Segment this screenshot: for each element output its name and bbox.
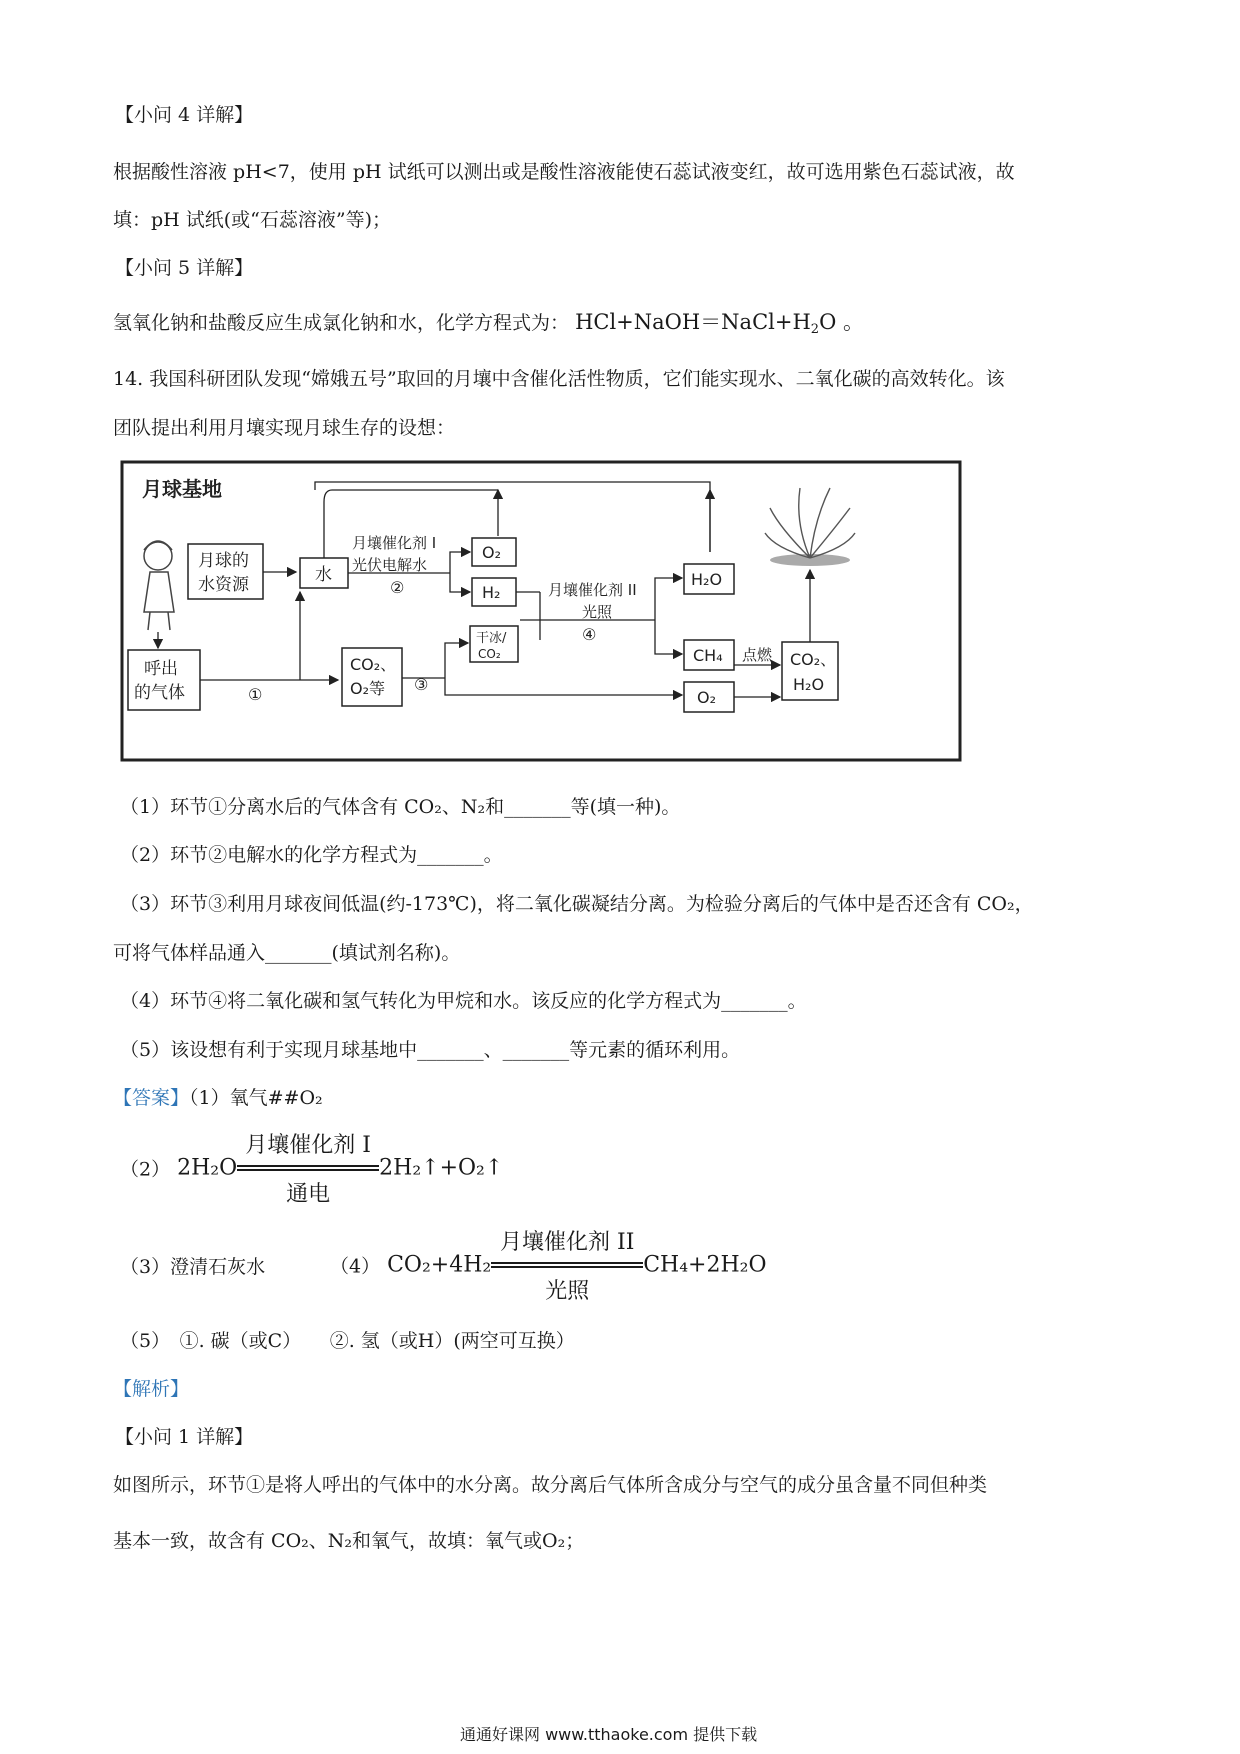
q1-line1: 如图所示，环节①是将人呼出的气体中的水分离。故分离后气体所含成分与空气的成分虽含量不同但种类 xyxy=(113,1474,988,1496)
step1-label: ① xyxy=(248,685,263,704)
sub-question-3-line1: （3）环节③利用月球夜间低温(约-173℃)，将二氧化碳凝结分离。为检验分离后的气体中是否还含有 CO₂， xyxy=(120,893,1034,915)
h2o-label: H₂O xyxy=(691,570,723,589)
step3-label: ③ xyxy=(414,675,429,694)
catalyst1-label-2: 光伏电解水 xyxy=(352,556,428,574)
q14-line2: 团队提出利用月壤实现月球生存的设想： xyxy=(113,417,456,439)
water-resource-label-1: 月球的 xyxy=(198,551,249,571)
answer-2 xyxy=(120,1128,503,1208)
answer-1: （1）氧气##O₂ xyxy=(189,1087,323,1109)
q4-line1: 根据酸性溶液 pH<7，使用 pH 试纸可以测出或是酸性溶液能使石蕊试液变红，故可选用紫色石蕊试液，故 xyxy=(113,161,1015,183)
q5-equation: $HCl+NaOH=NaCl+H_2O$ 。 xyxy=(575,310,864,337)
answer-4-energy: 光照 xyxy=(545,1279,590,1304)
answer-2-energy: 通电 xyxy=(286,1182,331,1207)
sub-question-5: （5）该设想有利于实现月球基地中_______、_______等元素的循环利用。 xyxy=(120,1039,741,1061)
sub-question-4: （4）环节④将二氧化碳和氢气转化为甲烷和水。该反应的化学方程式为_______。 xyxy=(120,990,807,1012)
answer-4-right: CH₄+2H₂O xyxy=(643,1252,767,1278)
co2-o2-label-1: CO₂、 xyxy=(350,655,397,674)
answer-3: （3）澄清石灰水 xyxy=(120,1256,266,1278)
ignite-label: 点燃 xyxy=(742,646,773,664)
sub-question-2: （2）环节②电解水的化学方程式为_______。 xyxy=(120,844,503,866)
dryice-label-1: 干冰/ xyxy=(476,631,507,646)
q5-text: 氢氧化钠和盐酸反应生成氯化钠和水，化学方程式为： xyxy=(113,312,570,334)
answer-4-catalyst: 月壤催化剂 II xyxy=(500,1230,635,1255)
q1-line2: 基本一致，故含有 CO₂、N₂和氧气，故填：氧气或O₂； xyxy=(113,1530,585,1552)
catalyst2-label-2: 光照 xyxy=(582,603,613,621)
answer-4 xyxy=(330,1225,767,1305)
water-label: 水 xyxy=(315,565,332,585)
answer-2-catalyst: 月壤催化剂 I xyxy=(245,1133,371,1158)
answer-label: 【答案】 xyxy=(113,1087,190,1109)
q5-line1 xyxy=(113,306,864,336)
answer-2-condition xyxy=(237,1128,379,1208)
step4-label: ④ xyxy=(582,625,597,644)
answer-2-left: 2H₂O xyxy=(177,1155,238,1181)
moon-base-diagram xyxy=(120,460,965,765)
sub-question-3-line2: 可将气体样品通入_______(填试剂名称)。 xyxy=(113,942,461,964)
exhaled-label-1: 呼出 xyxy=(144,659,178,679)
answer-4-prefix: （4） xyxy=(330,1255,381,1278)
answer-2-prefix: （2） xyxy=(120,1158,171,1181)
catalyst1-label-1: 月壤催化剂 I xyxy=(352,534,437,552)
q4-title: 【小问 4 详解】 xyxy=(115,104,254,126)
co2-h2o-label-1: CO₂、 xyxy=(790,650,837,669)
co2-o2-label-2: O₂等 xyxy=(350,679,386,698)
q4-line2: 填：pH 试纸(或“石蕊溶液”等)； xyxy=(113,209,392,231)
water-resource-label-2: 水资源 xyxy=(198,575,249,595)
exhaled-label-2: 的气体 xyxy=(134,683,185,703)
h2-label: H₂ xyxy=(482,583,501,602)
co2-h2o-label-2: H₂O xyxy=(793,675,825,694)
answer-2-right: 2H₂↑+O₂↑ xyxy=(379,1155,504,1181)
footer: 通通好课网 www.tthaoke.com 提供下载 xyxy=(460,1725,758,1744)
q14-line1: 14. 我国科研团队发现“嫦娥五号”取回的月壤中含催化活性物质，它们能实现水、二氧化碳的高效转化。该 xyxy=(113,368,1005,390)
step2-label: ② xyxy=(390,578,405,597)
answer-4-left: CO₂+4H₂ xyxy=(387,1252,492,1278)
q1-title: 【小问 1 详解】 xyxy=(115,1426,254,1448)
analysis-label: 【解析】 xyxy=(113,1378,190,1400)
catalyst2-label-1: 月壤催化剂 II xyxy=(548,581,637,599)
diagram-frame xyxy=(122,462,960,760)
q5-title: 【小问 5 详解】 xyxy=(115,257,254,279)
o2-bottom-label: O₂ xyxy=(697,688,717,707)
dryice-label-2: CO₂ xyxy=(478,647,501,661)
answer-4-condition xyxy=(491,1225,643,1305)
sub-question-1: （1）环节①分离水后的气体含有 CO₂、N₂和_______等(填一种)。 xyxy=(120,796,681,818)
o2-top-label: O₂ xyxy=(482,543,502,562)
ch4-label: CH₄ xyxy=(693,646,723,665)
diagram-title: 月球基地 xyxy=(142,477,222,501)
answer-5: （5） ①. 碳（或C） ②. 氢（或H）(两空可互换） xyxy=(120,1330,575,1352)
answer-line-1 xyxy=(113,1083,323,1110)
